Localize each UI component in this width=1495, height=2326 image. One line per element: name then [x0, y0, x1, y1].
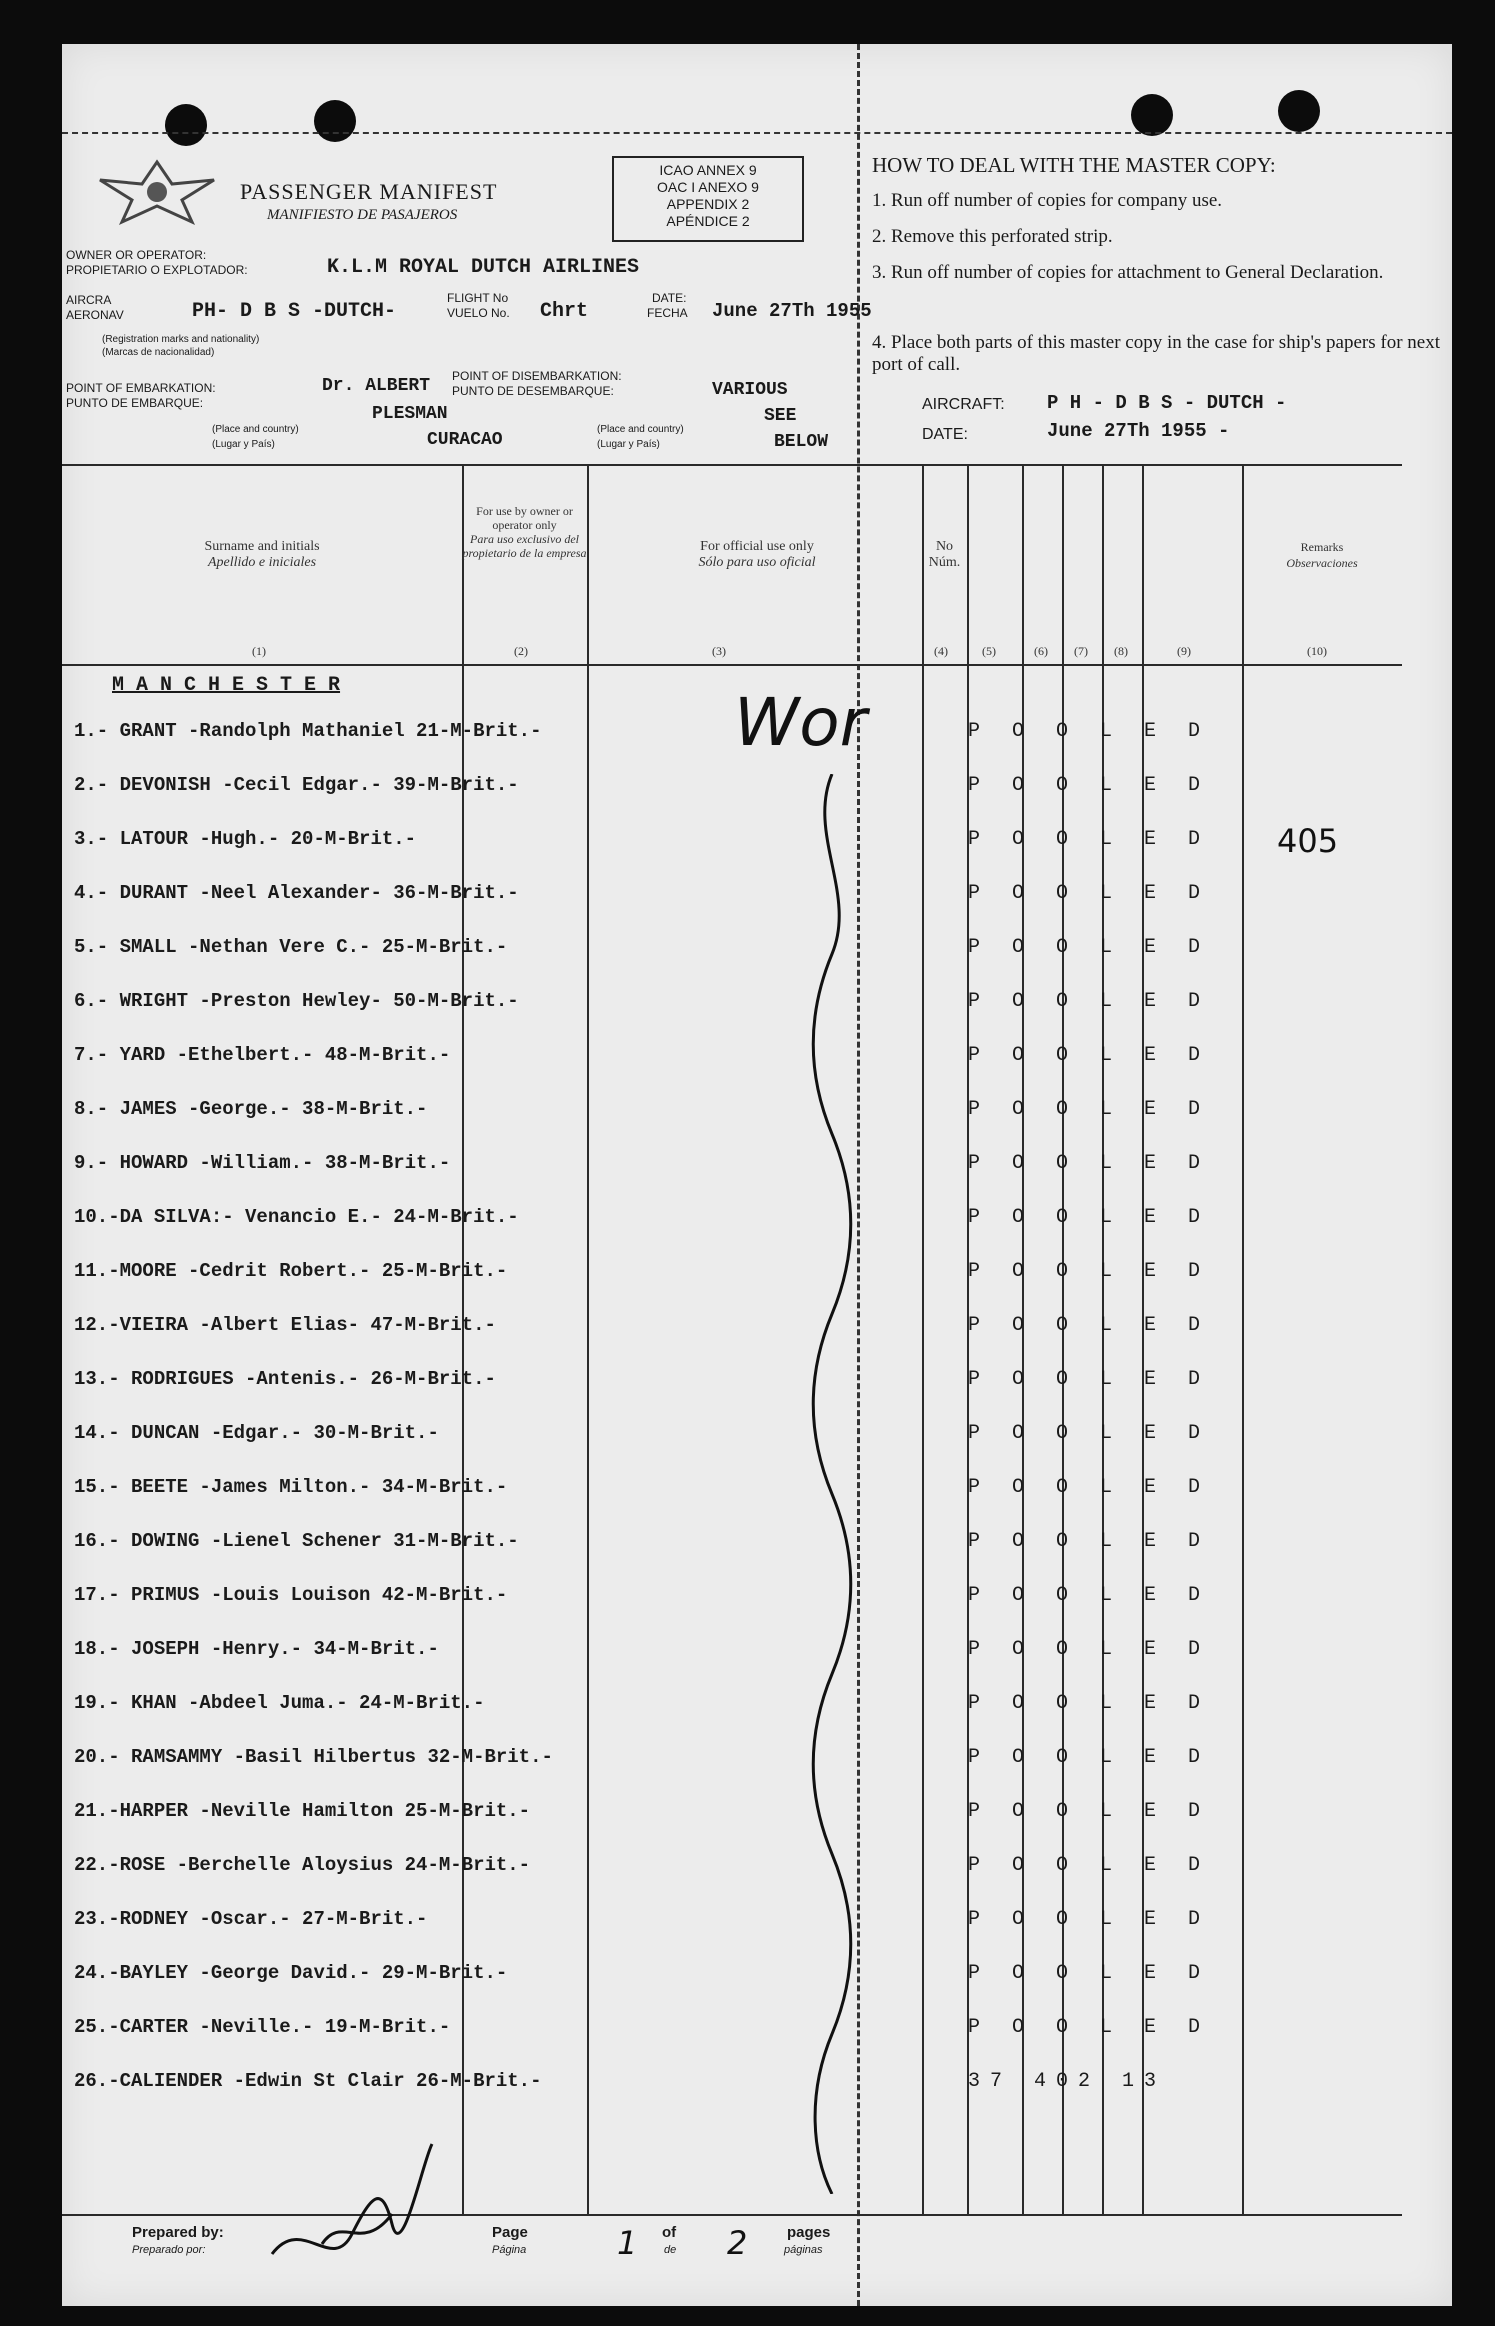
embark-sub: (Place and country): [212, 424, 299, 435]
passenger-entry: 3.- LATOUR -Hugh.- 20-M-Brit.-: [74, 828, 417, 850]
col-number: (9): [1177, 644, 1191, 658]
table-row: [62, 1530, 1402, 1584]
prepared-label-es: Preparado por:: [132, 2244, 206, 2256]
annex-line: APPENDIX 2: [666, 196, 750, 212]
manifest-sheet: [62, 44, 1452, 2306]
baggage-status: 37 402 13: [968, 2070, 1167, 2093]
pages-label: pages: [787, 2224, 831, 2241]
flight-label-es: VUELO No.: [447, 306, 510, 320]
embark-sub-es: (Lugar y País): [212, 439, 275, 450]
col-header-official: [592, 539, 922, 571]
baggage-status: P O O L E D: [968, 1206, 1211, 1229]
col-header-label-es: Apellido e iniciales: [207, 555, 317, 570]
klm-crest-icon: [92, 154, 222, 229]
baggage-status: P O O L E D: [968, 1044, 1211, 1067]
baggage-status: P O O L E D: [968, 1368, 1211, 1391]
passenger-entry: 24.-BAYLEY -George David.- 29-M-Brit.-: [74, 1962, 508, 1984]
table-row: [62, 1584, 1402, 1638]
baggage-status: P O O L E D: [968, 1098, 1211, 1121]
pages-label-es: páginas: [784, 2244, 823, 2256]
table-row: [62, 1908, 1402, 1962]
flight-value: Chrt: [540, 300, 589, 323]
date-value: June 27Th 1955: [712, 300, 872, 322]
passenger-list: [62, 720, 1402, 2210]
table-row: [62, 1854, 1402, 1908]
table-row: [62, 1800, 1402, 1854]
table-row: [62, 1746, 1402, 1800]
baggage-status: P O O L E D: [968, 882, 1211, 905]
table-row: [62, 882, 1402, 936]
baggage-status: P O O L E D: [968, 1422, 1211, 1445]
table-row: [62, 1152, 1402, 1206]
table-row: [62, 990, 1402, 1044]
passenger-entry: 19.- KHAN -Abdeel Juma.- 24-M-Brit.-: [74, 1692, 485, 1714]
handwritten-note: Wor: [734, 684, 867, 761]
embark-value-1: Dr. ALBERT: [322, 376, 431, 396]
embark-value-2: PLESMAN: [372, 404, 448, 424]
table-row: [62, 720, 1402, 774]
annex-line: OAC I ANEXO 9: [657, 179, 759, 195]
baggage-status: P O O L E D: [968, 1746, 1211, 1769]
passenger-entry: 21.-HARPER -Neville Hamilton 25-M-Brit.-: [74, 1800, 531, 1822]
passenger-entry: 26.-CALIENDER -Edwin St Clair 26-M-Brit.-: [74, 2070, 542, 2092]
table-row: [62, 2016, 1402, 2070]
baggage-status: P O O L E D: [968, 1314, 1211, 1337]
passenger-entry: 18.- JOSEPH -Henry.- 34-M-Brit.-: [74, 1638, 439, 1660]
disembark-sub-es: (Lugar y País): [597, 439, 660, 450]
col-number: (10): [1307, 644, 1327, 658]
passenger-entry: 15.- BEETE -James Milton.- 34-M-Brit.-: [74, 1476, 508, 1498]
col-header-surname: [122, 539, 402, 571]
col-number: (6): [1034, 644, 1048, 658]
baggage-status: P O O L E D: [968, 990, 1211, 1013]
baggage-status: P O O L E D: [968, 1800, 1211, 1823]
col-header-label: No: [935, 539, 954, 554]
table-row: [62, 1692, 1402, 1746]
table-row: [62, 774, 1402, 828]
aircraft-sub-es: (Marcas de nacionalidad): [102, 347, 215, 358]
instruction-item: 2. Remove this perforated strip.: [872, 226, 1113, 247]
punch-hole: [165, 104, 207, 146]
manifest-title-es: MANIFIESTO DE PASAJEROS: [267, 207, 458, 223]
passenger-entry: 13.- RODRIGUES -Antenis.- 26-M-Brit.-: [74, 1368, 496, 1390]
strip-aircraft-label: AIRCRAFT:: [922, 396, 1005, 413]
col-header-label: For use by owner or operator only: [476, 504, 573, 532]
col-header-label: Surname and initials: [204, 539, 320, 554]
strip-date-label: DATE:: [922, 426, 968, 443]
baggage-status: P O O L E D: [968, 1476, 1211, 1499]
table-row: [62, 1206, 1402, 1260]
of-label: of: [662, 2224, 677, 2241]
handwritten-squiggle: [802, 774, 862, 2194]
col-header-label-es: Núm.: [928, 555, 961, 570]
remarks-note: 405: [1277, 822, 1339, 860]
strip-date-value: June 27Th 1955 -: [1047, 420, 1230, 442]
col-number: (5): [982, 644, 996, 658]
of-label-es: de: [664, 2244, 677, 2256]
aircraft-label-es: AERONAV: [66, 308, 124, 322]
table-row: [62, 1314, 1402, 1368]
instructions-title: HOW TO DEAL WITH THE MASTER COPY:: [872, 153, 1276, 177]
col-header-label: Remarks: [1300, 540, 1344, 554]
perforation-line: [62, 132, 1452, 134]
col-header-label: For official use only: [700, 539, 814, 554]
passenger-entry: 25.-CARTER -Neville.- 19-M-Brit.-: [74, 2016, 451, 2038]
baggage-status: P O O L E D: [968, 1638, 1211, 1661]
passenger-entry: 14.- DUNCAN -Edgar.- 30-M-Brit.-: [74, 1422, 439, 1444]
baggage-status: P O O L E D: [968, 1260, 1211, 1283]
col-header-label-es: Sólo para uso oficial: [698, 555, 816, 570]
aircraft-value: PH- D B S -DUTCH-: [192, 300, 397, 323]
baggage-status: P O O L E D: [968, 1854, 1211, 1877]
table-top-border: [62, 464, 1402, 466]
passenger-entry: 1.- GRANT -Randolph Mathaniel 21-M-Brit.-: [74, 720, 542, 742]
owner-label: OWNER OR OPERATOR:: [66, 248, 207, 262]
total-pages: 2: [727, 2224, 748, 2262]
col-header-number: [922, 539, 967, 571]
disembark-value-3: BELOW: [774, 432, 829, 452]
instruction-item: 3. Run off number of copies for attachment to General Declaration.: [872, 262, 1384, 283]
baggage-status: P O O L E D: [968, 774, 1211, 797]
disembark-label: POINT OF DISEMBARKATION:: [452, 369, 622, 383]
baggage-status: P O O L E D: [968, 1584, 1211, 1607]
col-number: (1): [252, 644, 266, 658]
col-number: (3): [712, 644, 726, 658]
col-number: (4): [934, 644, 948, 658]
table-row: [62, 1422, 1402, 1476]
owner-value: K.L.M ROYAL DUTCH AIRLINES: [327, 256, 640, 279]
table-row: [62, 936, 1402, 990]
prepared-label: Prepared by:: [132, 2224, 224, 2241]
date-label-es: FECHA: [647, 306, 688, 320]
baggage-status: P O O L E D: [968, 1692, 1211, 1715]
date-label: DATE:: [652, 291, 687, 305]
flight-label: FLIGHT No: [447, 291, 509, 305]
manifest-title: PASSENGER MANIFEST: [240, 179, 498, 204]
disembark-value-2: SEE: [764, 406, 797, 426]
baggage-status: P O O L E D: [968, 936, 1211, 959]
signature: [262, 2124, 462, 2274]
owner-label-es: PROPIETARIO O EXPLOTADOR:: [66, 263, 248, 277]
page-number: 1: [617, 2224, 638, 2262]
passenger-entry: 17.- PRIMUS -Louis Louison 42-M-Brit.-: [74, 1584, 508, 1606]
instruction-item: 4. Place both parts of this master copy in the case for ship's papers for next port of call.: [872, 332, 1440, 375]
baggage-status: P O O L E D: [968, 1908, 1211, 1931]
annex-line: ICAO ANNEX 9: [659, 162, 757, 178]
table-row: [62, 1044, 1402, 1098]
passenger-entry: 2.- DEVONISH -Cecil Edgar.- 39-M-Brit.-: [74, 774, 519, 796]
col-number: (8): [1114, 644, 1128, 658]
col-number: (7): [1074, 644, 1088, 658]
baggage-status: P O O L E D: [968, 1152, 1211, 1175]
col-header-label-es: Para uso exclusivo del propietario de la empresa: [462, 532, 587, 560]
passenger-entry: 11.-MOORE -Cedrit Robert.- 25-M-Brit.-: [74, 1260, 508, 1282]
passenger-entry: 4.- DURANT -Neel Alexander- 36-M-Brit.-: [74, 882, 519, 904]
icao-annex-box: [612, 156, 804, 242]
section-title: M A N C H E S T E R: [112, 674, 341, 697]
passenger-entry: 20.- RAMSAMMY -Basil Hilbertus 32-M-Brit.-: [74, 1746, 553, 1768]
punch-hole: [1278, 90, 1320, 132]
embark-label-es: PUNTO DE EMBARQUE:: [66, 396, 204, 410]
passenger-entry: 7.- YARD -Ethelbert.- 48-M-Brit.-: [74, 1044, 451, 1066]
table-row: [62, 1098, 1402, 1152]
punch-hole: [314, 100, 356, 142]
passenger-entry: 5.- SMALL -Nethan Vere C.- 25-M-Brit.-: [74, 936, 508, 958]
page-label-es: Página: [492, 2244, 527, 2256]
col-number: (2): [514, 644, 528, 658]
passenger-entry: 16.- DOWING -Lienel Schener 31-M-Brit.-: [74, 1530, 519, 1552]
baggage-status: P O O L E D: [968, 1530, 1211, 1553]
table-row: [62, 828, 1402, 882]
baggage-status: P O O L E D: [968, 1962, 1211, 1985]
passenger-entry: 23.-RODNEY -Oscar.- 27-M-Brit.-: [74, 1908, 428, 1930]
header-bottom-border: [62, 664, 1402, 666]
col-header-remarks: [1242, 539, 1402, 571]
baggage-status: P O O L E D: [968, 2016, 1211, 2039]
embark-label: POINT OF EMBARKATION:: [66, 381, 216, 395]
col-header-label-es: Observaciones: [1286, 556, 1358, 570]
embark-value-3: CURACAO: [427, 430, 503, 450]
passenger-entry: 22.-ROSE -Berchelle Aloysius 24-M-Brit.-: [74, 1854, 531, 1876]
table-row: [62, 1476, 1402, 1530]
disembark-sub: (Place and country): [597, 424, 684, 435]
strip-aircraft-value: P H - D B S - DUTCH -: [1047, 392, 1287, 414]
punch-hole: [1131, 94, 1173, 136]
aircraft-label: AIRCRA: [66, 293, 112, 307]
instruction-item: 1. Run off number of copies for company use.: [872, 190, 1223, 211]
passenger-entry: 8.- JAMES -George.- 38-M-Brit.-: [74, 1098, 428, 1120]
baggage-status: P O O L E D: [968, 720, 1211, 743]
disembark-label-es: PUNTO DE DESEMBARQUE:: [452, 384, 614, 398]
baggage-status: P O O L E D: [968, 828, 1211, 851]
table-row: [62, 1638, 1402, 1692]
table-row: [62, 2070, 1402, 2124]
disembark-value-1: VARIOUS: [712, 380, 788, 400]
table-row: [62, 1260, 1402, 1314]
aircraft-sub: (Registration marks and nationality): [102, 334, 260, 345]
table-row: [62, 1962, 1402, 2016]
passenger-entry: 10.-DA SILVA:- Venancio E.- 24-M-Brit.-: [74, 1206, 519, 1228]
passenger-entry: 12.-VIEIRA -Albert Elias- 47-M-Brit.-: [74, 1314, 496, 1336]
col-header-operator: [462, 504, 587, 560]
table-row: [62, 1368, 1402, 1422]
passenger-entry: 6.- WRIGHT -Preston Hewley- 50-M-Brit.-: [74, 990, 519, 1012]
page-label: Page: [492, 2224, 528, 2241]
annex-line: APÉNDICE 2: [666, 213, 750, 229]
passenger-entry: 9.- HOWARD -William.- 38-M-Brit.-: [74, 1152, 451, 1174]
